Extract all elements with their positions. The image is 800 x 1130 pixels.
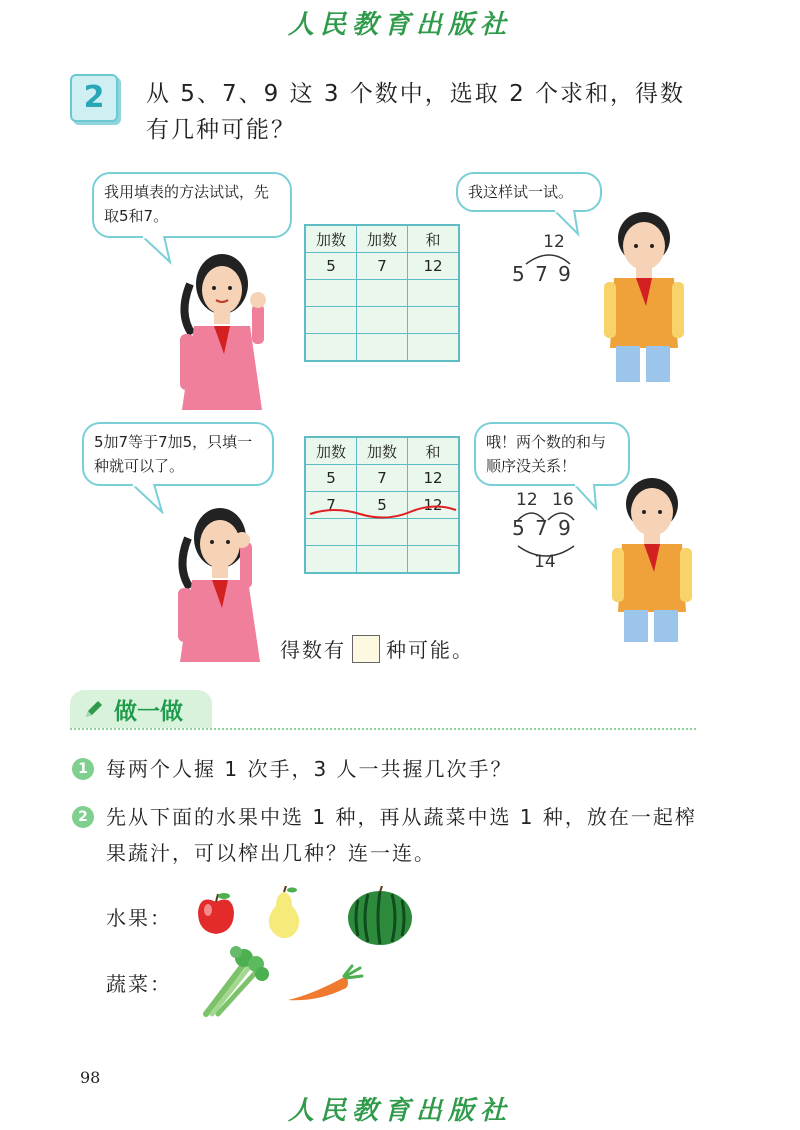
task-1-text: 每两个人握 1 次手，3 人一共握几次手？ xyxy=(106,757,513,781)
section-divider xyxy=(70,728,696,730)
pencil-icon xyxy=(84,699,104,719)
table-cell: 12 xyxy=(408,253,460,280)
table-cell: 7 xyxy=(357,465,408,492)
table-header-cell: 加数 xyxy=(357,225,408,253)
table-cell: 5 xyxy=(357,492,408,519)
speech-text: 哦！两个数的和与顺序没关系！ xyxy=(486,433,607,475)
diagram-2-sum-left: 12 xyxy=(516,490,538,510)
diagram-2-sum-bottom: 14 xyxy=(534,552,556,572)
answer-suffix: 种可能。 xyxy=(386,638,474,662)
question-number-badge: 2 xyxy=(70,74,118,122)
answer-prefix: 得数有 xyxy=(280,638,346,662)
speech-text: 5加7等于7加5，只填一种就可以了。 xyxy=(94,433,253,475)
table-row xyxy=(305,307,459,334)
table-cell xyxy=(408,307,460,334)
table-cell xyxy=(408,334,460,362)
table-header-cell: 加数 xyxy=(305,225,357,253)
apple-icon[interactable] xyxy=(192,890,240,938)
vegetable-label: 蔬菜： xyxy=(106,972,172,996)
strikethrough-line xyxy=(304,500,460,524)
table-cell xyxy=(357,334,408,362)
sum-table-1 xyxy=(304,224,460,362)
publisher-header: 人民教育出版社 xyxy=(287,10,512,40)
diagram-1-numbers: 5 7 9 xyxy=(512,262,573,286)
celery-icon[interactable] xyxy=(200,942,284,1018)
table-header-cell: 和 xyxy=(408,437,460,465)
boy-illustration-1 xyxy=(600,206,690,382)
practice-title: 做一做 xyxy=(114,698,183,725)
practice-header xyxy=(70,690,212,728)
table-row xyxy=(305,546,459,574)
table-cell xyxy=(408,280,460,307)
table-cell xyxy=(305,546,357,574)
table-header-cell: 加数 xyxy=(305,437,357,465)
table-cell: 5 xyxy=(305,465,357,492)
table-cell xyxy=(305,307,357,334)
table-cell xyxy=(357,307,408,334)
table-header-cell: 加数 xyxy=(357,437,408,465)
table-cell: 7 xyxy=(305,492,357,519)
question-text: 从 5、7、9 这 3 个数中，选取 2 个求和，得数有几种可能？ xyxy=(146,81,686,143)
pear-icon[interactable] xyxy=(262,886,306,940)
table-row xyxy=(305,334,459,362)
girl-illustration-1 xyxy=(170,244,270,410)
table-cell xyxy=(305,334,357,362)
diagram-2-numbers: 5 7 9 xyxy=(512,516,573,540)
speech-bubble-boy-1 xyxy=(456,172,602,212)
speech-bubble-girl-1 xyxy=(92,172,292,238)
speech-text: 我这样试一试。 xyxy=(468,183,574,201)
speech-text: 我用填表的方法试试，先取5和7。 xyxy=(104,183,270,225)
watermelon-icon[interactable] xyxy=(346,886,414,946)
answer-line xyxy=(280,634,474,663)
task-2-text: 先从下面的水果中选 1 种，再从蔬菜中选 1 种，放在一起榨果蔬汁，可以榨出几种？连一连。 xyxy=(106,805,697,865)
table-cell xyxy=(305,280,357,307)
speech-bubble-boy-2 xyxy=(474,422,630,486)
table-row xyxy=(305,280,459,307)
publisher-footer: 人民教育出版社 xyxy=(287,1096,512,1126)
girl-illustration-2 xyxy=(170,498,270,662)
table-cell: 5 xyxy=(305,253,357,280)
diagram-1-sum: 12 xyxy=(543,232,565,252)
page-number: 98 xyxy=(80,1068,101,1087)
table-header-cell: 和 xyxy=(408,225,460,253)
table-row xyxy=(305,465,459,492)
speech-bubble-girl-2 xyxy=(82,422,274,486)
diagram-2-sum-right: 16 xyxy=(552,490,574,510)
table-cell: 12 xyxy=(408,465,460,492)
table-cell xyxy=(357,280,408,307)
bubble-tail xyxy=(130,484,170,514)
fruit-label: 水果： xyxy=(106,906,172,930)
boy-illustration-2 xyxy=(610,472,696,642)
answer-box[interactable] xyxy=(352,635,380,663)
table-cell: 12 xyxy=(408,492,460,519)
table-cell xyxy=(408,546,460,574)
task-number-2: 2 xyxy=(72,806,94,828)
table-cell: 7 xyxy=(357,253,408,280)
table-row xyxy=(305,253,459,280)
carrot-icon[interactable] xyxy=(284,964,364,1006)
task-number-1: 1 xyxy=(72,758,94,780)
table-cell xyxy=(357,546,408,574)
